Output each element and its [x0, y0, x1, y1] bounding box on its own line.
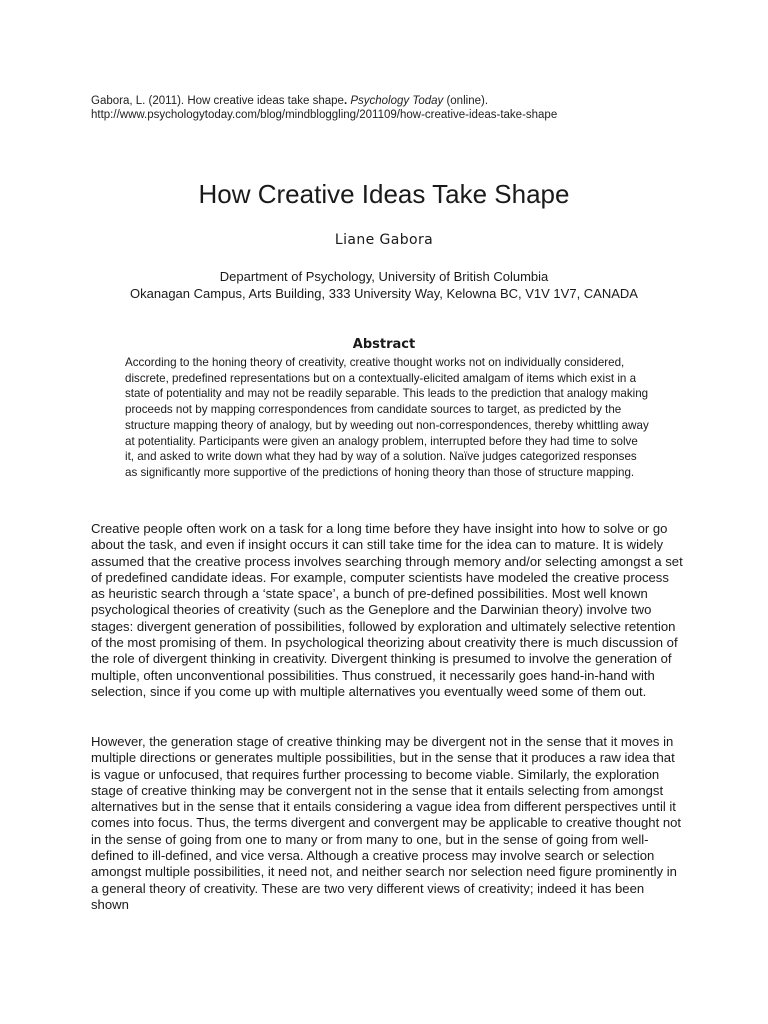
abstract-text: According to the honing theory of creativity, creative thought works not on individually considered, discrete, predefined representations but on a contextually-elicited amalgam of items which exist in a state of potentiality and may not be readily separable. This leads to the prediction that analogy making proceeds not by mapping correspondences from candidate sources to target, as predicted by the structure mapping theory of analogy, but by weeding out non-correspondences, thereby whittling away at potentiality. Participants were given an analogy problem, interrupted before they had time to solve it, and asked to write down what they had by way of a solution. Naïve judges categorized responses as significantly more supportive of the predictions of honing theory than those of structure mapping.	[125, 356, 649, 479]
body-paragraph-1: Creative people often work on a task for a long time before they have insight into how to solve or go about the task, and even if insight occurs it can still take time for the idea can to mature. It is widely assumed that the creative process involves searching through memory and/or selecting amongst a set of predefined candidate ideas. For example, computer scientists have modeled the creative process as heuristic search through a ‘state space’, a bunch of pre-defined possibilities. Most well known psychological theories of creativity (such as the Geneplore and the Darwinian theory) involve two stages: divergent generation of possibilities, followed by exploration and ultimately selective retention of the most promising of them. In psychological theorizing about creativity there is much discussion of the role of divergent thinking in creativity. Divergent thinking is presumed to involve the generation of multiple, often unconventional possibilities. Thus construed, it necessarily goes hand-in-hand with selection, since if you come up with multiple alternatives you eventually weed some of them out.	[91, 521, 683, 699]
affiliation-line-1: Department of Psychology, University of British Columbia	[219, 269, 549, 284]
citation-url[interactable]: http://www.psychologytoday.com/blog/mindbloggling/201109/how-creative-ideas-take-shape	[91, 109, 558, 121]
body-paragraph-2: However, the generation stage of creative thinking may be divergent not in the sense that it moves in multiple directions or generates multiple possibilities, but in the sense that it produces a raw idea that is vague or unfocused, that requires further processing to become viable. Similarly, the exploration stage of creative thinking may be convergent not in the sense that it entails selecting from amongst alternatives but in the sense that it entails considering a vague idea from different perspectives until it comes into focus. Thus, the terms divergent and convergent may be applicable to creative thought not in the sense of going from one to many or from many to one, but in the sense of going from well-defined to ill-defined, and vice versa. Although a creative process may involve search or selection amongst multiple possibilities, it need not, and neither search nor selection need figure prominently in a general theory of creativity. These are two very different views of creativity; indeed it has been shown	[91, 734, 682, 912]
citation-dot: .	[343, 95, 348, 107]
author-affiliation	[0, 268, 768, 302]
abstract-heading: Abstract	[352, 337, 416, 352]
citation	[91, 94, 691, 122]
paper-author: Liane Gabora	[334, 232, 434, 248]
paper-title: How Creative Ideas Take Shape	[198, 179, 570, 209]
affiliation-line-2: Okanagan Campus, Arts Building, 333 University Way, Kelowna BC, V1V 1V7, CANADA	[130, 286, 638, 301]
citation-text: Gabora, L. (2011). How creative ideas take shape	[91, 95, 344, 107]
citation-journal: Psychology Today	[350, 95, 444, 107]
citation-line	[91, 94, 691, 108]
citation-suffix: (online).	[443, 95, 489, 107]
